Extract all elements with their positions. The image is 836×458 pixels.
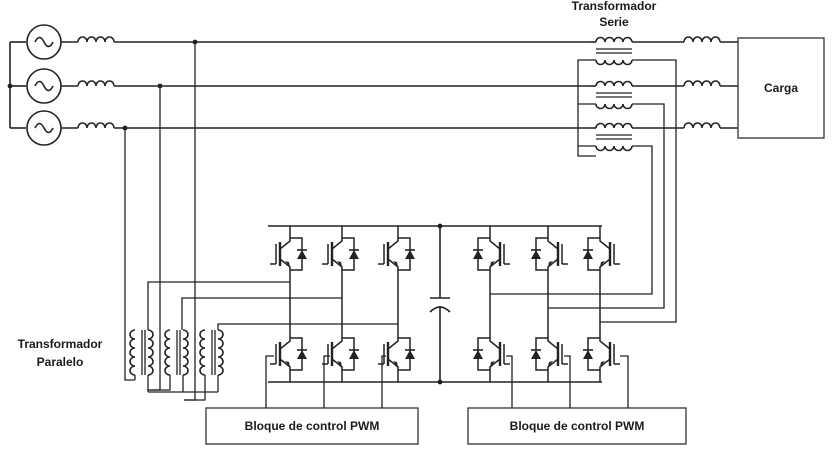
load-label: Carga: [763, 81, 799, 95]
igbt-icon: [531, 234, 568, 274]
series-transformer-label-line1: Transformador: [571, 0, 657, 13]
source-section: [8, 25, 114, 145]
igbt-icon: [473, 234, 510, 274]
igbt-icon: [270, 234, 307, 274]
igbt-icon: [583, 234, 620, 274]
phase-lines: [114, 40, 590, 400]
igbt-icon: [378, 234, 415, 274]
inductor-icon: [684, 123, 720, 128]
ac-source-icon: [27, 111, 61, 145]
load-section: [684, 37, 824, 138]
igbt-icon: [378, 334, 415, 374]
shunt-transformer-label-line1: Transformador: [17, 337, 103, 351]
transformer-icon: [596, 82, 632, 109]
igbt-icon: [583, 334, 620, 374]
igbt-icon: [473, 334, 510, 374]
labels: [18, 0, 657, 369]
capacitor-icon: [430, 226, 450, 382]
transformer-icon: [596, 124, 632, 151]
inductor-icon: [78, 123, 114, 128]
transformer-icon: [596, 38, 632, 65]
inductor-icon: [684, 81, 720, 86]
inductor-icon: [78, 37, 114, 42]
igbt-icon: [322, 334, 359, 374]
igbt-icon: [322, 234, 359, 274]
igbt-icon: [270, 334, 307, 374]
inductor-icon: [684, 37, 720, 42]
inductor-icon: [78, 81, 114, 86]
inverter-section: [148, 224, 628, 408]
ac-source-icon: [27, 25, 61, 59]
shunt-transformer-label-line2: Paralelo: [36, 355, 84, 369]
pwm-block-left-label: Bloque de control PWM: [244, 419, 380, 433]
series-transformer-label-line2: Serie: [599, 15, 629, 29]
pwm-block-right-label: Bloque de control PWM: [509, 419, 645, 433]
shunt-transformers: [130, 330, 223, 400]
pwm-block-left: [206, 408, 418, 444]
ac-source-icon: [27, 69, 61, 103]
series-transformers: [490, 38, 684, 323]
igbt-icon: [531, 334, 568, 374]
transformer-icon: [130, 330, 153, 375]
pwm-block-right: [468, 408, 686, 444]
transformer-icon: [165, 330, 188, 375]
transformer-icon: [200, 330, 223, 375]
